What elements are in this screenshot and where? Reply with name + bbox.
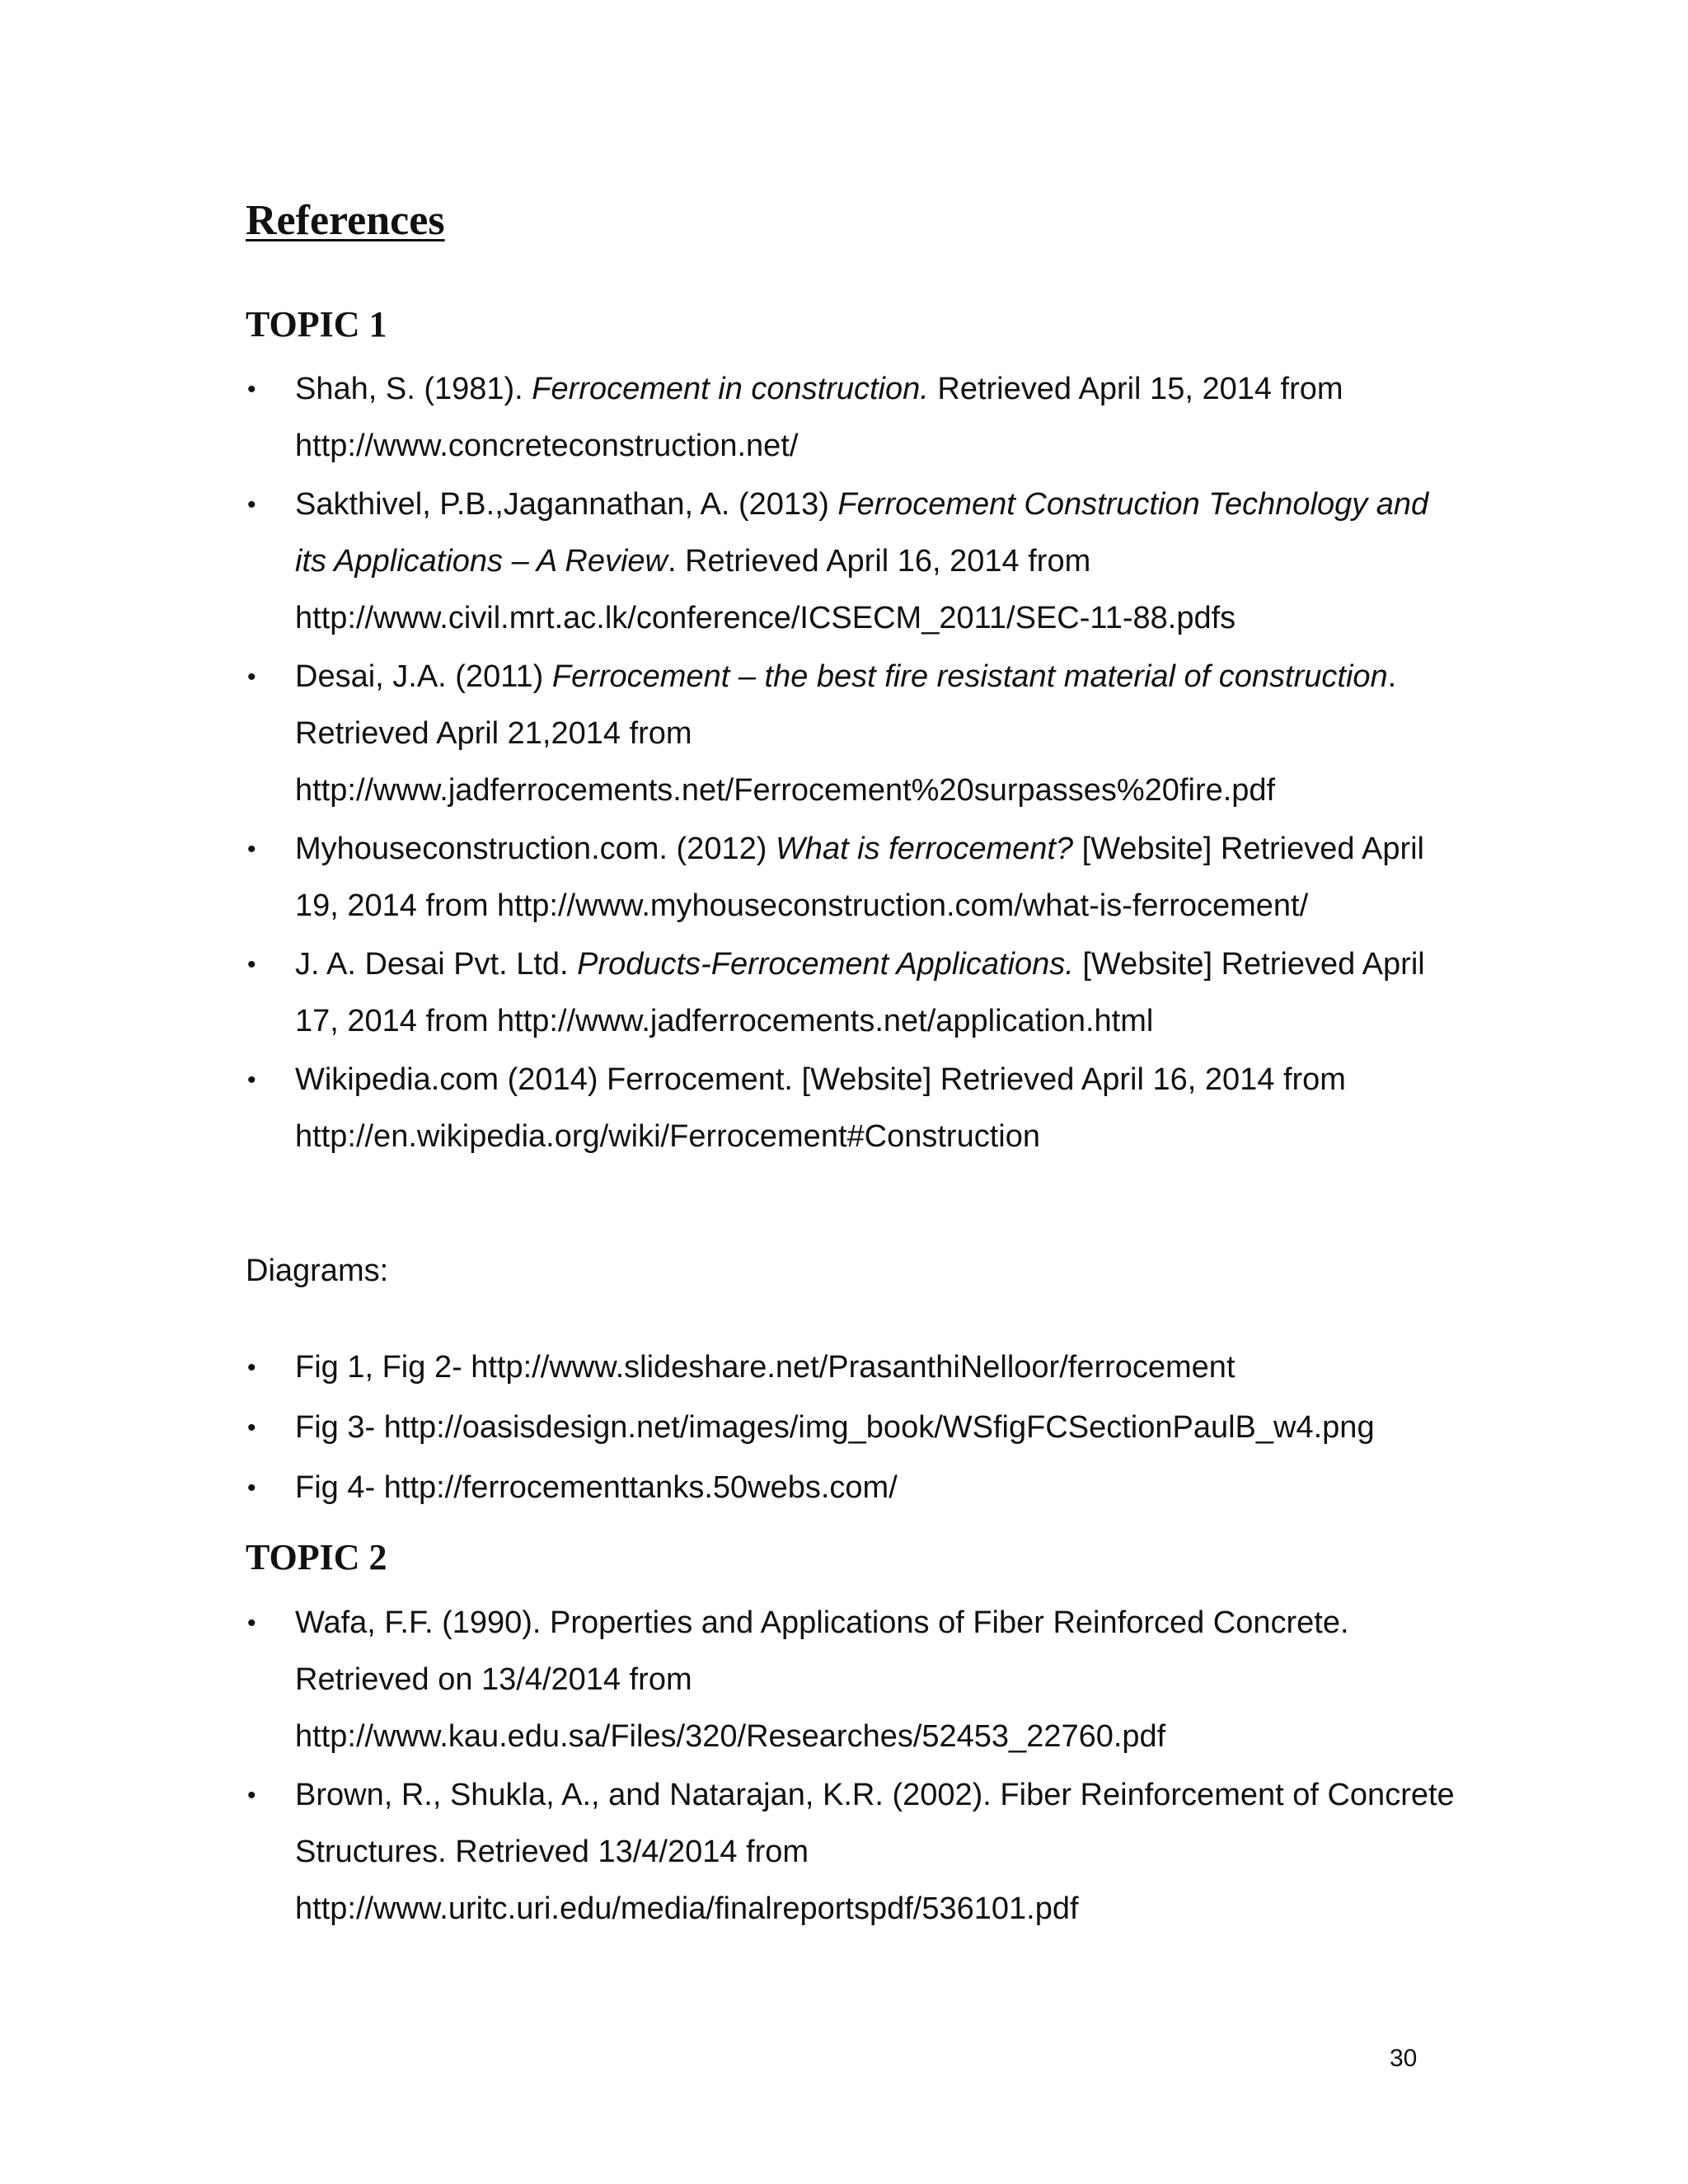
reference-title: Ferrocement – the best fire resistant material of construction: [551, 659, 1388, 694]
bullet-icon: •: [247, 1414, 256, 1441]
reference-text: Shah, S. (1981).: [295, 372, 532, 406]
reference-text: Desai, J.A. (2011): [295, 659, 552, 694]
topic-1-heading: TOPIC 1: [246, 304, 387, 344]
reference-url: http://www.kau.edu.sa/Files/320/Researches/52453_22760.pdf: [295, 1719, 1166, 1754]
diagram-source-text: Fig 4- http://ferrocementtanks.50webs.com/: [295, 1470, 898, 1505]
diagram-source-text: Fig 1, Fig 2- http://www.slideshare.net/PrasanthiNelloor/ferrocement: [295, 1350, 1236, 1385]
reference-url: http://www.jadferrocements.net/Ferrocement%20surpasses%20fire.pdf: [295, 773, 1276, 808]
diagrams-label: Diagrams:: [246, 1254, 389, 1288]
page-number: 30: [1390, 2045, 1418, 2072]
bullet-icon: •: [247, 951, 256, 978]
reference-text: Sakthivel, P.B.,Jagannathan, A. (2013): [295, 487, 838, 522]
reference-text: Retrieved April 15, 2014 from: [928, 372, 1343, 406]
reference-title: Ferrocement Construction Technology and its Applications – A Review: [295, 487, 1429, 579]
reference-title: What is ferrocement?: [775, 832, 1074, 866]
bullet-icon: •: [247, 491, 256, 518]
page-title: References: [246, 197, 445, 244]
topic-2-reference-list: [246, 1595, 1465, 1939]
bullet-icon: •: [247, 1474, 256, 1502]
reference-item: [246, 1052, 1465, 1165]
bullet-icon: •: [247, 836, 256, 863]
reference-text: Myhouseconstruction.com. (2012): [295, 832, 776, 866]
topic-1-reference-list: [246, 361, 1465, 1167]
reference-item: [246, 361, 1465, 475]
reference-text: . Retrieved April 21,2014 from: [295, 659, 1397, 751]
reference-text: Wikipedia.com (2014) Ferrocement. [Website] Retrieved April 16, 2014 from: [295, 1062, 1346, 1097]
reference-item: [246, 821, 1465, 935]
diagram-source-item: [246, 1399, 1465, 1456]
reference-item: [246, 476, 1465, 647]
reference-title: Ferrocement in construction.: [532, 372, 929, 406]
reference-text: J. A. Desai Pvt. Ltd.: [295, 947, 578, 982]
reference-text: . Retrieved April 16, 2014 from: [667, 544, 1091, 579]
diagram-source-text: Fig 3- http://oasisdesign.net/images/img_book/WSfigFCSectionPaulB_w4.png: [295, 1410, 1375, 1445]
reference-text: [Website] Retrieved April 17, 2014 from http://www.jadferrocements.net/application.html: [295, 947, 1425, 1038]
reference-text: Wafa, F.F. (1990). Properties and Applications of Fiber Reinforced Concrete. Retrieved on 13/4/2014 from: [295, 1605, 1349, 1697]
reference-item: [246, 1595, 1465, 1765]
reference-item: [246, 936, 1465, 1050]
reference-title: Products-Ferrocement Applications.: [577, 947, 1074, 982]
topic-2-heading: TOPIC 2: [246, 1537, 387, 1577]
reference-text: [Website] Retrieved April 19, 2014 from http://www.myhouseconstruction.com/what-is-ferrocement/: [295, 832, 1425, 923]
reference-url: http://www.uritc.uri.edu/media/finalreportspdf/536101.pdf: [295, 1891, 1079, 1926]
reference-url: http://en.wikipedia.org/wiki/Ferrocement#Construction: [295, 1119, 1040, 1154]
bullet-icon: •: [247, 1066, 256, 1094]
bullet-icon: •: [247, 1610, 256, 1637]
diagram-source-item: [246, 1339, 1465, 1396]
bullet-icon: •: [247, 376, 256, 403]
reference-text: Brown, R., Shukla, A., and Natarajan, K.R. (2002). Fiber Reinforcement of Concrete Structures. Retrieved 13/4/2014 from: [295, 1778, 1455, 1869]
diagram-source-item: [246, 1460, 1465, 1516]
reference-item: [246, 649, 1465, 819]
reference-url: http://www.concreteconstruction.net/: [295, 429, 799, 463]
bullet-icon: •: [247, 1354, 256, 1381]
bullet-icon: •: [247, 663, 256, 691]
reference-item: [246, 1767, 1465, 1938]
bullet-icon: •: [247, 1782, 256, 1809]
diagrams-list: [246, 1339, 1465, 1520]
reference-url: http://www.civil.mrt.ac.lk/conference/ICSECM_2011/SEC-11-88.pdfs: [295, 601, 1236, 635]
